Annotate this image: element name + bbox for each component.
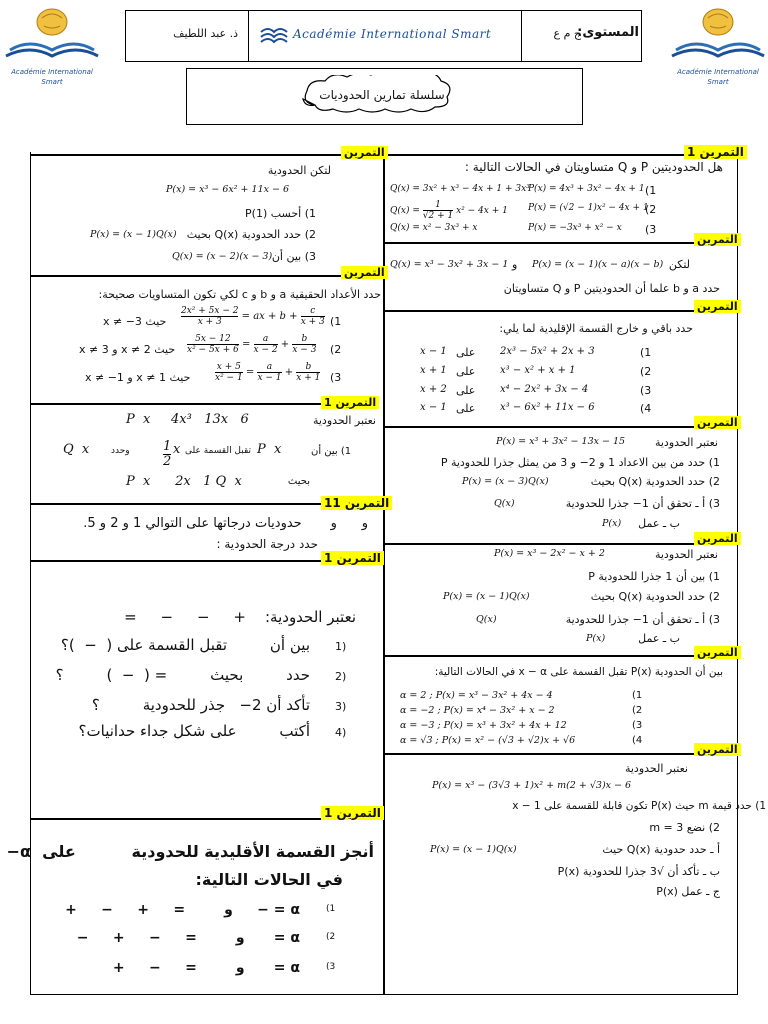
section-rule: [31, 560, 321, 562]
ex5-q3b-p: P(x): [586, 633, 606, 644]
dividend: x⁴ − 2x² + 3x − 4: [500, 384, 589, 395]
alpha-row: [400, 705, 730, 719]
teacher-cell: [126, 11, 249, 61]
exercise-tag: التمرين: [694, 532, 741, 545]
ex4-q3b: ب ـ عمل: [638, 517, 680, 530]
ex5-q2: 2) حدد الحدودية Q(x) بحيث: [590, 590, 720, 603]
numerator: a: [254, 334, 278, 345]
condition: حيث x ≠ −3: [103, 315, 167, 328]
condition: حيث x ≠ 2 و x ≠ 3: [79, 343, 176, 356]
case: α = 2 ; P(x) = x³ − 3x² + 4x − 4: [400, 690, 553, 701]
divisor: x + 1: [420, 365, 447, 376]
level-label: المستوى:: [577, 25, 639, 40]
q1-q: Q x: [63, 442, 90, 457]
on-word: على: [456, 402, 476, 415]
denominator: √2 + 1: [422, 211, 454, 221]
numerator: a: [257, 362, 281, 373]
ex4-q3a: 3) أ ـ تحقق أن 1− جذرا للحدودية: [565, 497, 720, 510]
row-number: (3: [632, 720, 643, 731]
division-row: [400, 402, 730, 418]
exercise-tag: التمرين: [694, 300, 741, 313]
title-box: [186, 68, 583, 125]
q1-label: 1) بين أن: [311, 446, 352, 457]
numerator: b: [296, 362, 320, 373]
exA-intro: لتكن الحدودية: [267, 164, 331, 177]
frame-bottom: [30, 994, 738, 995]
exE-intro: نعتبر الحدودية: + − − =: [124, 608, 356, 626]
ex4-q1: 1) حدد من بين الاعداد 1 و 2− و 3 من يمثل جذرا للحدودية P: [440, 456, 720, 469]
item-text: أكتب على شكل جداء حدانيات؟: [78, 722, 310, 740]
division-row: [400, 384, 730, 400]
exercise-tag: التمرين: [694, 646, 741, 659]
row-number: (2: [632, 705, 643, 716]
plus-part: +: [284, 367, 294, 378]
exercise-tag: التمرين: [694, 233, 741, 246]
ex6-intro: بين أن الحدودية P(x) تقبل القسمة على x − α في الحالات التالية:: [434, 666, 723, 678]
denominator: x² − 5x + 6: [187, 345, 239, 355]
ex1-intro: هل الحدوديتين P و Q متساويتان في الحالات التالية :: [464, 160, 723, 174]
row-number: (1: [645, 184, 657, 197]
ex5-intro: نعتبر الحدودية: [654, 548, 718, 561]
exA-q3-eq: Q(x) = (x − 2)(x − 3): [172, 251, 273, 262]
polynomial-p: P(x) = 4x³ + 3x² − 4x + 1: [528, 184, 645, 194]
ex7-q1: 1) حدد قيمة m حيث P(x) تكون قابلة للقسمة على x − 1: [512, 800, 766, 812]
ex6-rows: [400, 690, 730, 748]
section-rule: [31, 503, 321, 505]
section-rule: [384, 753, 694, 755]
fraction: [296, 362, 320, 383]
ex7-q2b: ب ـ تأكد أن √3 جذرا للحدودية P(x): [557, 865, 720, 878]
ex5-q3a-q: Q(x): [476, 614, 497, 625]
exercise-tag: التمرين 1: [321, 396, 379, 409]
row-number: (4: [640, 402, 652, 415]
denominator: x² − 1: [215, 373, 243, 383]
equals-part: = ax + b +: [241, 311, 298, 322]
case: α = √3 ; P(x) = x² − (√3 + √2)x + √6: [400, 735, 576, 746]
section-rule: [384, 543, 694, 545]
exC-l2-eq: P x 2x 1 Q x: [126, 474, 242, 489]
on-word: على: [456, 365, 476, 378]
ex2-and: و: [512, 258, 518, 271]
exB-row: [35, 362, 380, 392]
exD-l1: و و حدوديات درجاتها على التوالي 1 و 2 و 5.: [83, 516, 368, 531]
logo-caption-1: Académie International: [677, 68, 759, 76]
header-box: [125, 10, 642, 62]
case: α = −3 ; P(x) = x³ + 3x² + 4x + 12: [400, 720, 567, 731]
exercise-tag: التمرين 1: [321, 806, 384, 820]
exercise-tag: التمرين: [341, 146, 388, 159]
polynomial-p: P(x) = (√2 − 1)x² − 4x + 1: [528, 203, 649, 213]
section-rule: [384, 154, 684, 156]
equals-part: =: [245, 367, 255, 378]
ex3-intro: حدد باقي و خارج القسمة الإقليدية لما يلي:: [499, 322, 693, 335]
equation: [215, 362, 320, 383]
denominator: x − 2: [253, 345, 278, 355]
section-rule: [31, 818, 321, 820]
divisor: x − 1: [420, 346, 447, 357]
ex3-rows: [400, 346, 730, 418]
ex2-task: حدد a و b علما أن الحدوديتين P و Q متساويتان: [503, 282, 720, 295]
numerator: x + 5: [216, 362, 241, 372]
division-row: [400, 365, 730, 381]
on-word: على: [456, 384, 476, 397]
ex4-poly: P(x) = x³ + 3x² − 13x − 15: [496, 436, 626, 447]
one-half: [163, 440, 171, 469]
section-rule: [31, 154, 341, 156]
row-number: (2: [645, 203, 657, 216]
academy-name: Académie International Smart: [293, 27, 492, 41]
section-rule: [31, 275, 341, 277]
alpha-row: [400, 720, 730, 734]
ex4-q2: 2) حدد الحدودية Q(x) بحيث: [590, 475, 720, 488]
academy-logo-right: [668, 2, 768, 92]
row-number: (1: [632, 690, 643, 701]
ex5-q1: 1) بين أن 1 جذرا للحدودية P: [588, 570, 720, 583]
divisor: x − 1: [420, 402, 447, 413]
item-number: 3): [335, 700, 347, 713]
fraction: [257, 362, 281, 383]
exC-intro: نعتبر الحدودية: [312, 414, 376, 427]
polynomial-q: Q(x) = 3x² + x³ − 4x + 1 + 3x³: [390, 184, 530, 194]
q1-p: P x: [257, 442, 282, 457]
ex4-q3a-q: Q(x): [494, 498, 515, 509]
numerator: c: [301, 306, 325, 317]
row-number: (2: [640, 365, 652, 378]
item-number: 2): [335, 670, 347, 683]
ex7-poly: P(x) = x³ − (3√3 + 1)x² + m(2 + √3)x − 6: [432, 780, 632, 791]
academy-logo-left: [2, 2, 102, 92]
frame-left: [30, 152, 31, 994]
exercise-tag: التمرين 11: [321, 496, 392, 510]
dividend: 2x³ − 5x² + 2x + 3: [500, 346, 595, 357]
series-title: سلسلة تمارين الحدوديات: [319, 88, 445, 102]
alpha-row: [400, 735, 730, 749]
book-icon: [259, 25, 289, 47]
ex7-q2a-eq: P(x) = (x − 1)Q(x): [430, 844, 517, 855]
numerator: 1: [423, 200, 453, 211]
denominator: 2: [163, 454, 172, 469]
row-number: (1: [640, 346, 652, 359]
exA-q3: 3) بين أن: [271, 250, 316, 263]
ex5-poly: P(x) = x³ − 2x² − x + 2: [494, 548, 605, 559]
denominator: x − 1: [257, 373, 282, 383]
exC-poly: P x 4x³ 13x 6: [126, 412, 249, 427]
exA-q2: 2) حدد الحدودية Q(x) بحيث: [186, 228, 316, 241]
alpha-row: [400, 690, 730, 704]
ex7-q2c: ج ـ عمل P(x): [656, 885, 720, 898]
divisor: x + 2: [420, 384, 447, 395]
brain-book-icon: [2, 2, 102, 62]
exB-intro: حدد الأعداد الحقيقية a و b و c لكي تكون المتساويات صحيحة:: [98, 288, 381, 301]
denominator: x + 1: [296, 373, 321, 383]
case: α = و = − +: [112, 960, 300, 976]
numerator: 1: [163, 439, 172, 454]
section-rule: [384, 426, 694, 428]
row-number: (3: [640, 384, 652, 397]
level-value: ج م ع: [553, 27, 581, 40]
exF-intro: أنجز القسمة الأقليدية للحدودية على α−: [6, 842, 374, 861]
fraction: [254, 334, 278, 355]
frame-right: [737, 152, 738, 994]
row-number: (1: [326, 904, 336, 914]
equals-part: =: [241, 339, 251, 350]
row-number: (4: [632, 735, 643, 746]
item-text: بين أن تقبل القسمة على ( − )؟: [60, 636, 310, 654]
ex2-q: Q(x) = x³ − 3x² + 3x − 1: [390, 259, 509, 270]
fraction: [301, 306, 325, 327]
ex2-p: P(x) = (x − 1)(x − a)(x − b): [532, 259, 664, 270]
denominator: x + 3: [300, 317, 325, 327]
ex7-intro: نعتبر الحدودية: [624, 762, 688, 775]
polynomial-p: P(x) = −3x³ + x² − x: [528, 223, 622, 233]
academy-cell: [249, 11, 522, 61]
case: α = − و = + − +: [65, 902, 300, 918]
item-text: حدد بحيث = ( − ) ؟: [55, 666, 310, 684]
exB-row: [35, 306, 380, 336]
row-number: (3: [326, 962, 336, 972]
brain-book-icon: [668, 2, 768, 62]
exC-q1: [35, 436, 380, 469]
ex4-q2-eq: P(x) = (x − 3)Q(x): [462, 476, 549, 487]
on-word: على: [456, 346, 476, 359]
item-text: تأكد أن 2− جذر للحدودية ؟: [91, 696, 310, 714]
q-suffix: x² − 4x + 1: [456, 206, 508, 216]
row-number: (1: [330, 315, 342, 328]
exD-l2: حدد درجة الحدودية :: [216, 537, 318, 551]
exercise-tag: التمرين: [694, 743, 741, 756]
ex5-q3b: ب ـ عمل: [638, 632, 680, 645]
q1-x: x: [173, 442, 181, 457]
fraction: [423, 200, 453, 221]
level-cell: [522, 11, 641, 61]
numerator: 5x − 12: [187, 334, 239, 345]
fraction: [292, 334, 316, 355]
item-number: 4): [335, 726, 347, 739]
fraction: [215, 362, 243, 383]
ex5-q2-eq: P(x) = (x − 1)Q(x): [443, 591, 530, 602]
row-number: (2: [326, 932, 336, 942]
equation: [187, 334, 316, 355]
case: α = −2 ; P(x) = x⁴ − 3x² + x − 2: [400, 705, 555, 716]
logo-caption-1: Académie International: [11, 68, 93, 76]
exB-row: [35, 334, 380, 364]
exC-l2-pre: بحيث: [287, 476, 310, 487]
section-rule: [384, 310, 694, 312]
row-number: (2: [330, 343, 342, 356]
q-prefix: Q(x) =: [390, 206, 420, 216]
exercise-tag: التمرين: [341, 266, 388, 279]
fraction: [181, 306, 238, 327]
plus-part: +: [280, 339, 290, 350]
numerator: 2x² + 5x − 2: [181, 306, 239, 316]
case: α = و = − + −: [76, 930, 300, 946]
numerator: b: [292, 334, 316, 345]
exF-intro2: في الحالات التالية:: [195, 870, 343, 889]
exercise-tag: التمرين 1: [684, 145, 747, 159]
teacher-name: ذ. عبد اللطيف: [173, 27, 238, 40]
polynomial-q: [390, 200, 508, 221]
ex7-q2: 2) نضع m = 3: [649, 821, 720, 834]
section-rule: [31, 403, 321, 405]
polynomial-q: Q(x) = x² − 3x³ + x: [390, 223, 478, 233]
q1-and: وحدد: [111, 446, 130, 456]
logo-caption-2: Smart: [41, 78, 63, 86]
ex4-intro: نعتبر الحدودية: [654, 436, 718, 449]
ex4-q3b-p: P(x): [602, 518, 622, 529]
dividend: x³ − x² + x + 1: [500, 365, 576, 376]
denominator: x + 3: [197, 317, 222, 327]
exA-q1: 1) أحسب P(1): [245, 207, 316, 220]
exA-poly: P(x) = x³ − 6x² + 11x − 6: [166, 184, 290, 195]
row-number: (3: [645, 223, 657, 236]
exA-q2-eq: P(x) = (x − 1)Q(x): [90, 229, 177, 240]
ex2-let: لتكن: [668, 258, 690, 271]
fraction: [187, 334, 239, 355]
section-rule: [384, 242, 694, 244]
equation: [181, 306, 325, 327]
item-number: 1): [335, 640, 347, 653]
row-number: (3: [330, 371, 342, 384]
ex5-q3a: 3) أ ـ تحقق أن 1− جذرا للحدودية: [565, 613, 720, 626]
denominator: x − 3: [292, 345, 317, 355]
logo-caption-2: Smart: [707, 78, 729, 86]
exercise-tag: التمرين 1: [321, 551, 384, 565]
exercise-tag: التمرين: [694, 416, 741, 429]
dividend: x³ − 6x² + 11x − 6: [500, 402, 595, 413]
section-rule: [384, 655, 694, 657]
condition: حيث x ≠ 1 و x ≠ −1: [85, 371, 191, 384]
q1-text: تقبل القسمة على: [185, 446, 252, 456]
ex7-q2a: أ ـ حدد حدودية Q(x) حيث: [602, 843, 720, 856]
division-row: [400, 346, 730, 362]
